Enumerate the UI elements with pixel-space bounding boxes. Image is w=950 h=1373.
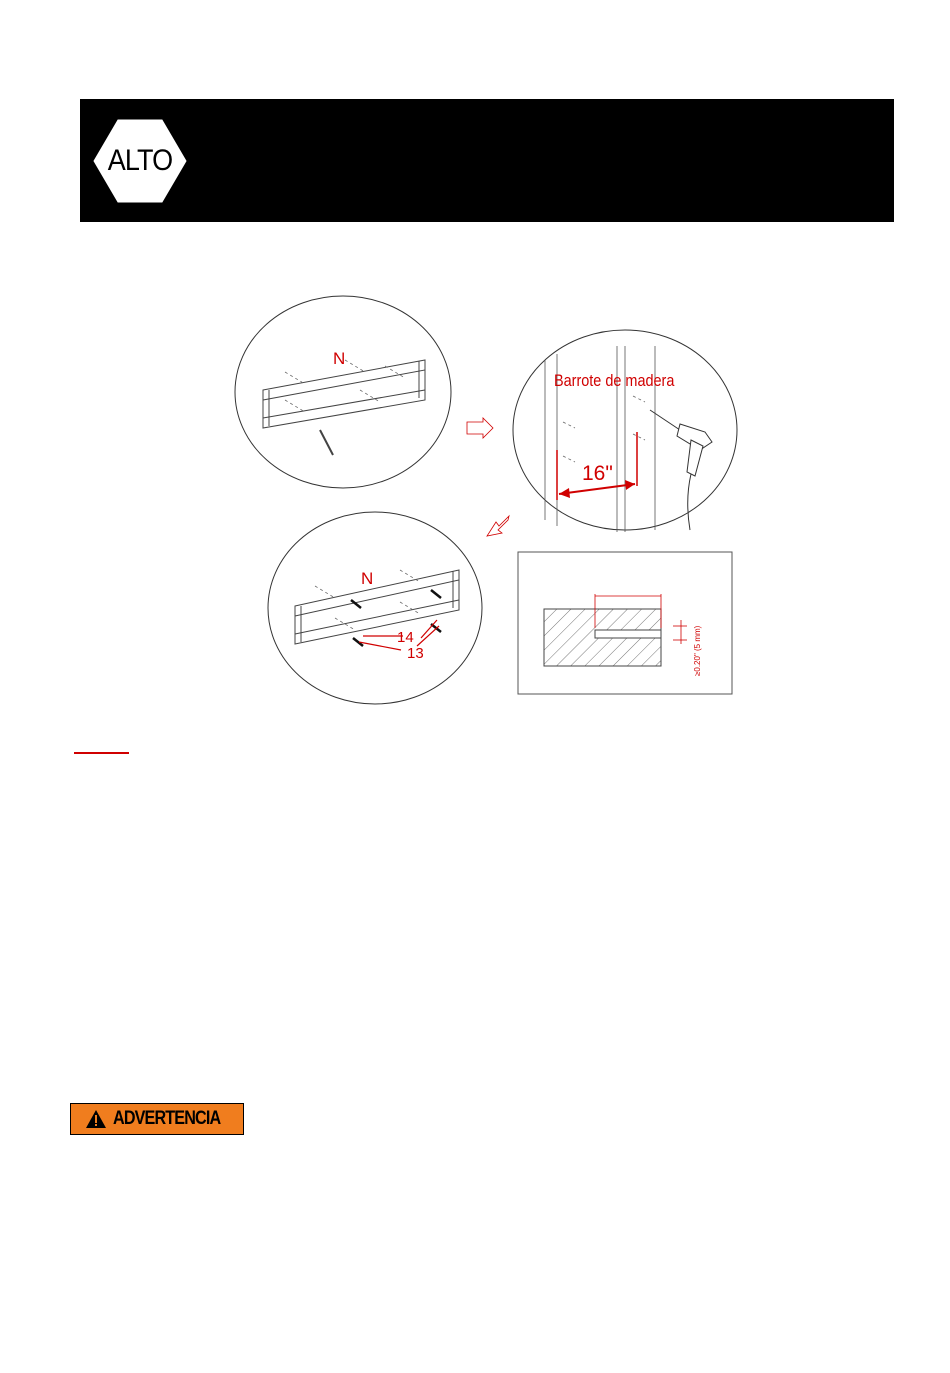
stud-detail xyxy=(513,330,737,532)
note-underline xyxy=(74,752,129,754)
part-13-label: 13 xyxy=(407,645,424,662)
drill-icon xyxy=(650,410,712,530)
part-14-label: 14 xyxy=(397,629,414,646)
warning-triangle-icon xyxy=(85,1109,107,1129)
installation-figure xyxy=(225,290,745,720)
depth-detail xyxy=(518,552,732,694)
stop-banner xyxy=(80,99,894,222)
bracket-letter-top: N xyxy=(333,349,346,368)
warning-label: ADVERTENCIA xyxy=(113,1108,221,1129)
stop-label: ALTO xyxy=(107,144,173,177)
arrow-right-icon xyxy=(467,418,493,438)
stud-spacing-label: 16" xyxy=(582,462,613,485)
warning-badge xyxy=(70,1103,244,1135)
depth-label: ≥0.20" (5 mm) xyxy=(693,625,702,676)
stud-label: Barrote de madera xyxy=(554,371,675,391)
bracket-letter-bottom: N xyxy=(361,569,374,588)
arrow-down-left-icon xyxy=(487,516,509,536)
bracket-detail-bottom xyxy=(268,512,482,704)
bracket-detail-top xyxy=(235,296,451,488)
